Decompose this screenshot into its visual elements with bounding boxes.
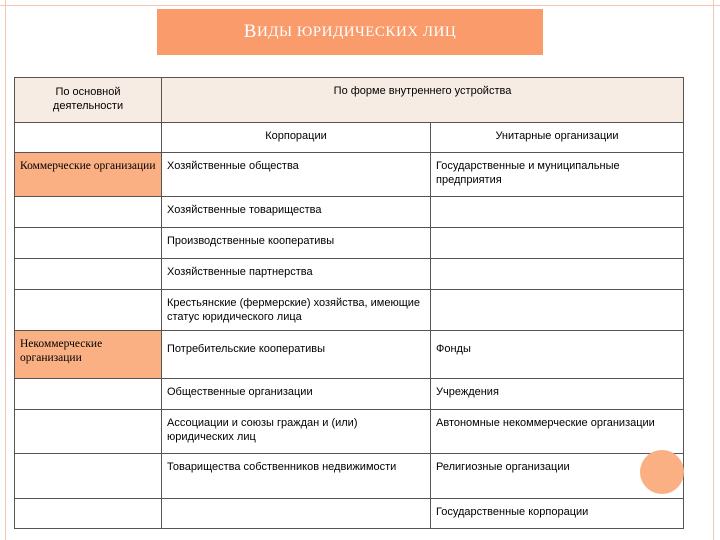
table-cell-empty	[14, 409, 162, 454]
row-label-commercial: Коммерческие организации	[14, 152, 162, 197]
title-initial: В	[243, 21, 257, 42]
row-label-noncommercial: Некоммерческие организации	[14, 330, 162, 379]
table-cell: Ассоциации и союзы граждан и (или) юридических лиц	[161, 409, 431, 454]
frame-line	[713, 0, 714, 540]
frame-line	[0, 5, 720, 6]
table-cell: Товарищества собственников недвижимости	[161, 453, 431, 499]
table-cell: Потребительские кооперативы	[161, 330, 431, 379]
header-by-structure: По форме внутреннего устройства	[161, 77, 684, 123]
table-cell-empty	[430, 258, 684, 290]
table-cell-empty	[14, 453, 162, 499]
header-corporations: Корпорации	[161, 122, 431, 153]
table-cell-empty	[161, 498, 431, 529]
page-title	[157, 9, 543, 55]
table-cell-empty	[430, 227, 684, 259]
decorative-circle	[640, 450, 684, 494]
table-cell: Общественные организации	[161, 378, 431, 410]
table-cell: Хозяйственные партнерства	[161, 258, 431, 290]
title-rest: ИДЫ ЮРИДИЧЕСКИХ ЛИЦ	[256, 23, 457, 40]
table-cell-empty	[14, 289, 162, 331]
table-cell-empty	[430, 196, 684, 228]
table-cell: Хозяйственные общества	[161, 152, 431, 197]
table-cell: Производственные кооперативы	[161, 227, 431, 259]
table-cell-empty	[430, 289, 684, 331]
table-cell: Государственные корпорации	[430, 498, 684, 529]
table-cell: Учреждения	[430, 378, 684, 410]
table-cell: Автономные некоммерческие организации	[430, 409, 684, 454]
table-cell: Религиозные организации	[430, 453, 684, 499]
table-cell: Фонды	[430, 330, 684, 379]
header-unitary: Унитарные организации	[430, 122, 684, 153]
header-by-activity: По основной деятельности	[14, 77, 162, 123]
table-cell: Государственные и муниципальные предприятия	[430, 152, 684, 197]
table-cell-empty	[14, 196, 162, 228]
table-cell-empty	[14, 498, 162, 529]
table-cell-empty	[14, 227, 162, 259]
table-cell-empty	[14, 258, 162, 290]
table-cell-empty	[14, 378, 162, 410]
table-cell: Хозяйственные товарищества	[161, 196, 431, 228]
header-empty-cell	[14, 122, 162, 153]
frame-line	[5, 0, 6, 540]
table-cell: Крестьянские (фермерские) хозяйства, имеющие статус юридического лица	[161, 289, 431, 331]
